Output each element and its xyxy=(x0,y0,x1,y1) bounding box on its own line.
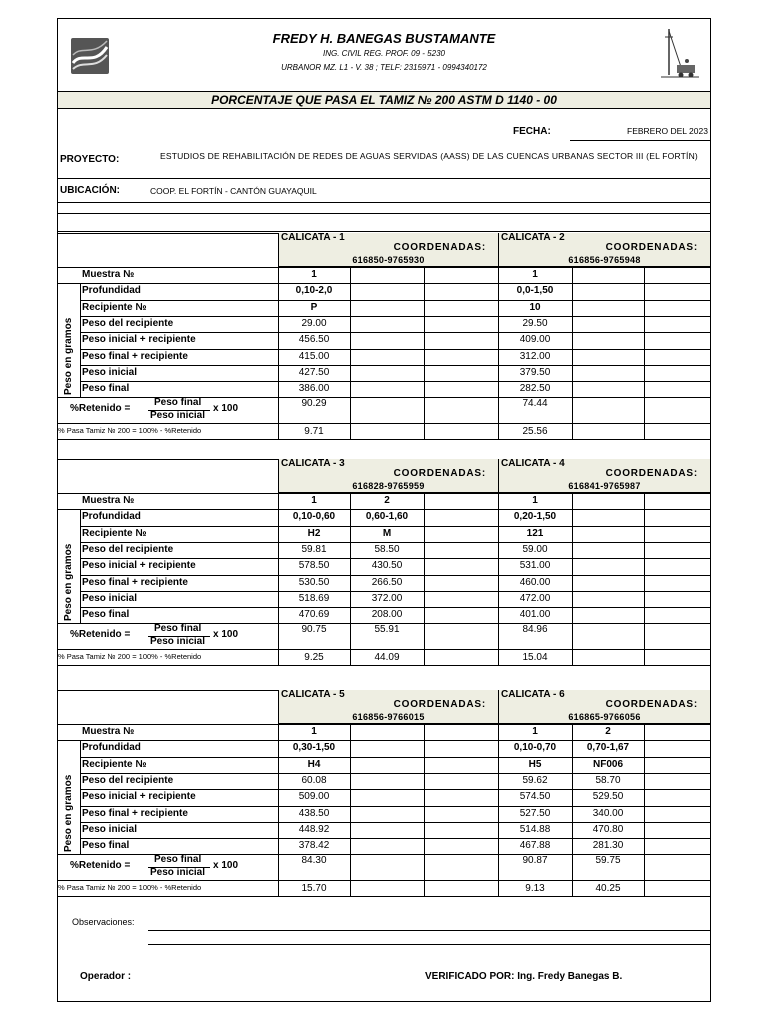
grid-line xyxy=(58,724,710,725)
cell-peso-inicial: 472.00 xyxy=(519,592,551,604)
coordenadas-label: COORDENADAS: xyxy=(605,699,698,710)
cell-peso-inicial-recipiente: 509.00 xyxy=(298,791,330,803)
cell-peso-final-recipiente: 340.00 xyxy=(592,807,624,819)
calicata-name: CALICATA - 5 xyxy=(281,689,345,700)
row-label-peso-final-recipiente: Peso final + recipiente xyxy=(82,350,188,362)
pasa-formula: % Pasa Tamiz № 200 = 100% - %Retenido xyxy=(58,883,202,893)
cell-peso-recipiente: 58.50 xyxy=(374,543,400,555)
calicata-header xyxy=(498,690,710,724)
grid-line xyxy=(644,724,645,896)
grid-line xyxy=(80,509,81,623)
letterhead xyxy=(58,19,710,91)
grid-line xyxy=(80,526,710,527)
row-label-muestra: Muestra № xyxy=(82,269,135,280)
grid-line xyxy=(58,896,710,897)
grid-line xyxy=(58,493,710,494)
cell-peso-inicial-recipiente: 531.00 xyxy=(519,560,551,572)
coordenadas-value: 616841-9765987 xyxy=(568,481,641,491)
grid-line xyxy=(350,493,351,665)
cell-profundidad: 0,70-1,67 xyxy=(586,742,630,754)
row-label-peso-inicial-recipiente: Peso inicial + recipiente xyxy=(82,334,196,346)
cell-recipiente: 10 xyxy=(529,301,541,313)
row-label-recipiente: Recipiente № xyxy=(82,527,147,539)
grid-line xyxy=(278,459,279,493)
peso-en-gramos-label: Peso en gramos xyxy=(63,544,74,622)
cell-recipiente: P xyxy=(310,301,318,313)
verificado-label: VERIFICADO POR: Ing. Fredy Banegas B. xyxy=(425,971,623,982)
row-label-peso-inicial-recipiente: Peso inicial + recipiente xyxy=(82,791,196,803)
fraction-numerator: Peso final xyxy=(154,623,202,635)
cell-peso-final: 401.00 xyxy=(519,609,551,621)
cell-peso-inicial-recipiente: 529.50 xyxy=(592,791,624,803)
grid-line xyxy=(498,493,499,665)
grid-line xyxy=(80,607,710,608)
row-label-peso-inicial: Peso inicial xyxy=(82,592,138,604)
grid-line xyxy=(58,740,710,741)
row-label-profundidad: Profundidad xyxy=(82,742,141,754)
cell-retenido: 59.75 xyxy=(595,855,621,867)
fraction-numerator: Peso final xyxy=(154,397,202,409)
calicata-header xyxy=(498,459,710,493)
cell-profundidad: 0,60-1,60 xyxy=(365,511,409,523)
coordenadas-value: 616856-9765948 xyxy=(568,255,641,265)
ubicacion-value: COOP. EL FORTÍN - CANTÓN GUAYAQUIL xyxy=(150,186,317,196)
calicata-name: CALICATA - 1 xyxy=(281,232,345,243)
calicata-header xyxy=(278,690,498,724)
cell-peso-inicial-recipiente: 574.50 xyxy=(519,791,551,803)
row-label-muestra: Muestra № xyxy=(82,726,135,737)
pasa-formula: % Pasa Tamiz № 200 = 100% - %Retenido xyxy=(58,652,202,662)
grid-line xyxy=(58,665,710,666)
cell-profundidad: 0,30-1,50 xyxy=(292,742,336,754)
grid-line xyxy=(498,724,499,896)
company-registration: ING. CIVIL REG. PROF. 09 - 5230 xyxy=(323,49,445,58)
grid-line xyxy=(80,300,710,301)
grid-line xyxy=(80,316,710,317)
grid-line xyxy=(572,267,573,439)
cell-pasa: 15.04 xyxy=(522,652,548,664)
cell-peso-final: 378.42 xyxy=(298,840,330,852)
cell-peso-recipiente: 59.81 xyxy=(301,543,327,555)
grid-line xyxy=(278,690,279,724)
cell-peso-final: 386.00 xyxy=(298,383,330,395)
fraction-denominator: Peso inicial xyxy=(150,636,206,648)
cell-peso-inicial: 379.50 xyxy=(519,366,551,378)
row-label-recipiente: Recipiente № xyxy=(82,301,147,313)
row-label-peso-final: Peso final xyxy=(82,840,130,852)
grid-line xyxy=(80,575,710,576)
cell-retenido: 90.29 xyxy=(301,398,327,410)
cell-pasa: 40.25 xyxy=(595,883,621,895)
grid-line xyxy=(58,880,710,881)
grid-line xyxy=(572,724,573,896)
cell-peso-final: 470.69 xyxy=(298,609,330,621)
row-label-peso-recipiente: Peso del recipiente xyxy=(82,543,174,555)
cell-peso-final-recipiente: 530.50 xyxy=(298,576,330,588)
cell-peso-inicial: 470.80 xyxy=(592,823,624,835)
grid-line xyxy=(80,283,81,397)
divider xyxy=(58,178,710,179)
cell-peso-inicial: 448.92 xyxy=(298,823,330,835)
cell-retenido: 55.91 xyxy=(374,624,400,636)
cell-peso-inicial-recipiente: 409.00 xyxy=(519,334,551,346)
cell-profundidad: 0,20-1,50 xyxy=(513,511,557,523)
cell-retenido: 90.87 xyxy=(522,855,548,867)
cell-profundidad: 0,0-1,50 xyxy=(516,285,554,297)
retenido-label: %Retenido = xyxy=(70,629,131,641)
calicata-block xyxy=(58,233,710,459)
cell-retenido: 74.44 xyxy=(522,398,548,410)
cell-muestra: 1 xyxy=(532,269,538,280)
cell-muestra: 2 xyxy=(605,726,611,737)
cell-peso-inicial: 518.69 xyxy=(298,592,330,604)
cell-peso-final-recipiente: 460.00 xyxy=(519,576,551,588)
cell-retenido: 84.96 xyxy=(522,624,548,636)
grid-line xyxy=(80,838,710,839)
cell-peso-recipiente: 59.62 xyxy=(522,774,548,786)
row-label-peso-recipiente: Peso del recipiente xyxy=(82,317,174,329)
form-sheet xyxy=(57,18,711,1002)
cell-recipiente: H4 xyxy=(307,758,321,770)
times-100: x 100 xyxy=(213,629,239,641)
peso-en-gramos-label: Peso en gramos xyxy=(63,775,74,853)
grid-line xyxy=(80,365,710,366)
grid-line xyxy=(498,267,499,439)
cell-profundidad: 0,10-0,70 xyxy=(513,742,557,754)
cell-muestra: 2 xyxy=(384,495,390,506)
grid-line xyxy=(424,724,425,896)
cell-peso-inicial: 372.00 xyxy=(371,592,403,604)
calicata-name: CALICATA - 6 xyxy=(501,689,565,700)
cell-pasa: 44.09 xyxy=(374,652,400,664)
calicata-header xyxy=(278,459,498,493)
cell-pasa: 25.56 xyxy=(522,426,548,438)
row-label-muestra: Muestra № xyxy=(82,495,135,506)
cell-peso-final-recipiente: 266.50 xyxy=(371,576,403,588)
grid-line xyxy=(80,558,710,559)
grid-line xyxy=(80,740,81,854)
row-label-peso-inicial: Peso inicial xyxy=(82,823,138,835)
grid-line xyxy=(278,493,279,665)
cell-muestra: 1 xyxy=(311,726,317,737)
cell-peso-final: 282.50 xyxy=(519,383,551,395)
grid-line xyxy=(424,493,425,665)
cell-muestra: 1 xyxy=(532,726,538,737)
coordenadas-label: COORDENADAS: xyxy=(605,468,698,479)
proyecto-value: ESTUDIOS DE REHABILITACIÓN DE REDES DE AGUAS SERVIDAS (AASS) DE LAS CUENCAS URBANAS SECTOR III (EL FORTÍN) xyxy=(160,151,698,161)
cell-peso-recipiente: 29.00 xyxy=(301,317,327,329)
calicata-name: CALICATA - 2 xyxy=(501,232,565,243)
row-label-peso-final: Peso final xyxy=(82,609,130,621)
grid-line xyxy=(80,542,710,543)
grid-line xyxy=(58,423,710,424)
cell-peso-recipiente: 29.50 xyxy=(522,317,548,329)
cell-muestra: 1 xyxy=(532,495,538,506)
cell-peso-final-recipiente: 312.00 xyxy=(519,350,551,362)
grid-line xyxy=(58,649,710,650)
coordenadas-value: 616856-9766015 xyxy=(352,712,425,722)
cell-recipiente: M xyxy=(382,527,392,539)
row-label-peso-final-recipiente: Peso final + recipiente xyxy=(82,576,188,588)
grid-line xyxy=(80,773,710,774)
grid-line xyxy=(80,806,710,807)
peso-en-gramos-label: Peso en gramos xyxy=(63,318,74,396)
cell-pasa: 9.25 xyxy=(304,652,324,664)
divider xyxy=(58,231,710,232)
row-label-peso-final: Peso final xyxy=(82,383,130,395)
grid-line xyxy=(644,267,645,439)
row-label-peso-inicial: Peso inicial xyxy=(82,366,138,378)
cell-peso-inicial: 514.88 xyxy=(519,823,551,835)
cell-recipiente: H2 xyxy=(307,527,321,539)
grid-line xyxy=(80,757,710,758)
page-title: PORCENTAJE QUE PASA EL TAMIZ № 200 ASTM D 1140 - 00 xyxy=(58,91,710,109)
retenido-label: %Retenido = xyxy=(70,403,131,415)
operador-label: Operador : xyxy=(80,971,132,982)
cell-peso-recipiente: 58.70 xyxy=(595,774,621,786)
grid-line xyxy=(572,493,573,665)
company-address: URBANOR MZ. L1 - V. 38 ; TELF: 2315971 - 0994340172 xyxy=(281,63,487,72)
observaciones-line xyxy=(148,944,710,945)
cell-peso-final-recipiente: 527.50 xyxy=(519,807,551,819)
grid-line xyxy=(278,724,279,896)
grid-line xyxy=(278,233,279,267)
cell-profundidad: 0,10-0,60 xyxy=(292,511,336,523)
cell-profundidad: 0,10-2,0 xyxy=(295,285,333,297)
cell-peso-inicial-recipiente: 578.50 xyxy=(298,560,330,572)
grid-line xyxy=(80,789,710,790)
calicata-block xyxy=(58,690,710,916)
cell-pasa: 9.71 xyxy=(304,426,324,438)
divider xyxy=(58,202,710,203)
row-label-profundidad: Profundidad xyxy=(82,285,141,297)
coordenadas-value: 616850-9765930 xyxy=(352,255,425,265)
grid-line xyxy=(58,509,710,510)
company-name: FREDY H. BANEGAS BUSTAMANTE xyxy=(272,31,496,46)
grid-line xyxy=(58,439,710,440)
grid-line xyxy=(80,349,710,350)
divider xyxy=(58,213,710,214)
cell-peso-inicial: 427.50 xyxy=(298,366,330,378)
fraction-numerator: Peso final xyxy=(154,854,202,866)
cell-peso-final: 208.00 xyxy=(371,609,403,621)
grid-line xyxy=(350,724,351,896)
fecha-value: FEBRERO DEL 2023 xyxy=(627,126,708,136)
cell-pasa: 15.70 xyxy=(301,883,327,895)
calicata-header xyxy=(278,233,498,267)
grid-line xyxy=(58,267,710,268)
cell-retenido: 90.75 xyxy=(301,624,327,636)
cell-peso-final: 281.30 xyxy=(592,840,624,852)
cell-peso-recipiente: 60.08 xyxy=(301,774,327,786)
cell-recipiente: NF006 xyxy=(592,758,623,770)
coordenadas-value: 616828-9765959 xyxy=(352,481,425,491)
cell-peso-recipiente: 59.00 xyxy=(522,543,548,555)
row-label-peso-final-recipiente: Peso final + recipiente xyxy=(82,807,188,819)
coordenadas-label: COORDENADAS: xyxy=(605,242,698,253)
times-100: x 100 xyxy=(213,860,239,872)
fecha-underline xyxy=(570,140,710,141)
grid-line xyxy=(350,267,351,439)
cell-peso-inicial-recipiente: 430.50 xyxy=(371,560,403,572)
fraction-denominator: Peso inicial xyxy=(150,410,206,422)
cell-recipiente: H5 xyxy=(528,758,542,770)
drilling-rig-icon xyxy=(659,27,701,79)
grid-line xyxy=(80,381,710,382)
coordenadas-value: 616865-9766056 xyxy=(568,712,641,722)
grid-line xyxy=(58,283,710,284)
calicata-header xyxy=(498,233,710,267)
cell-peso-inicial-recipiente: 456.50 xyxy=(298,334,330,346)
row-label-profundidad: Profundidad xyxy=(82,511,141,523)
cell-pasa: 9.13 xyxy=(525,883,545,895)
times-100: x 100 xyxy=(213,403,239,415)
observaciones-line xyxy=(148,930,710,931)
proyecto-label: PROYECTO: xyxy=(60,154,120,165)
grid-line xyxy=(424,267,425,439)
grid-line xyxy=(644,493,645,665)
ubicacion-label: UBICACIÓN: xyxy=(60,185,120,196)
row-label-peso-inicial-recipiente: Peso inicial + recipiente xyxy=(82,560,196,572)
cell-retenido: 84.30 xyxy=(301,855,327,867)
cell-recipiente: 121 xyxy=(526,527,544,539)
coordenadas-label: COORDENADAS: xyxy=(393,699,486,710)
row-label-peso-recipiente: Peso del recipiente xyxy=(82,774,174,786)
observaciones-label: Observaciones: xyxy=(72,917,135,927)
fecha-label: FECHA: xyxy=(513,126,551,137)
row-label-recipiente: Recipiente № xyxy=(82,758,147,770)
grid-line xyxy=(80,822,710,823)
retenido-label: %Retenido = xyxy=(70,860,131,872)
calicata-block xyxy=(58,459,710,685)
cell-muestra: 1 xyxy=(311,269,317,280)
calicata-name: CALICATA - 4 xyxy=(501,458,565,469)
coordenadas-label: COORDENADAS: xyxy=(393,242,486,253)
grid-line xyxy=(80,591,710,592)
coordenadas-label: COORDENADAS: xyxy=(393,468,486,479)
cell-peso-final-recipiente: 415.00 xyxy=(298,350,330,362)
cell-muestra: 1 xyxy=(311,495,317,506)
grid-line xyxy=(80,332,710,333)
calicata-name: CALICATA - 3 xyxy=(281,458,345,469)
pasa-formula: % Pasa Tamiz № 200 = 100% - %Retenido xyxy=(58,426,202,436)
grid-line xyxy=(278,267,279,439)
cell-peso-final-recipiente: 438.50 xyxy=(298,807,330,819)
cell-peso-final: 467.88 xyxy=(519,840,551,852)
fraction-denominator: Peso inicial xyxy=(150,867,206,879)
